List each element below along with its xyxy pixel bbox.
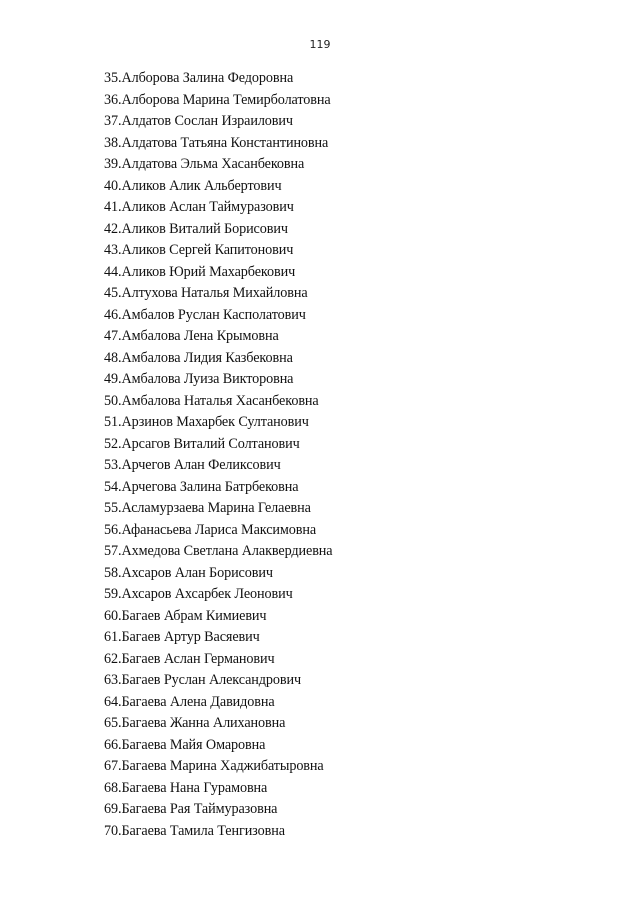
list-item — [104, 262, 333, 284]
list-item-number: 63. — [104, 672, 122, 688]
list-item — [104, 670, 333, 692]
list-item — [104, 176, 333, 198]
list-item — [104, 219, 333, 241]
list-item-name: Амбалов Руслан Касполатович — [121, 306, 306, 323]
list-item — [104, 326, 333, 348]
name-list — [104, 68, 333, 842]
list-item-number: 69. — [104, 801, 122, 817]
list-item — [104, 133, 333, 155]
list-item-number: 42. — [104, 220, 122, 237]
list-item — [104, 154, 333, 176]
list-item-number: 57. — [104, 543, 122, 559]
list-item-number: 40. — [104, 177, 122, 194]
list-item-name: Багаева Майя Омаровна — [121, 736, 266, 753]
list-item — [104, 240, 333, 262]
list-item-name: Аликов Аслан Таймуразович — [121, 199, 294, 215]
list-item — [104, 197, 333, 219]
list-item — [104, 649, 333, 671]
list-item-name: Амбалова Наталья Хасанбековна — [121, 392, 319, 409]
list-item — [104, 756, 333, 778]
list-item-name: Аликов Юрий Махарбекович — [121, 263, 296, 280]
list-item — [104, 713, 333, 735]
list-item-number: 48. — [104, 349, 122, 366]
list-item — [104, 520, 333, 542]
list-item-number: 64. — [104, 693, 122, 710]
list-item-number: 49. — [104, 371, 122, 387]
list-item — [104, 799, 333, 821]
list-item-number: 36. — [104, 91, 122, 108]
list-item-name: Арсагов Виталий Солтанович — [121, 435, 300, 452]
list-item-number: 44. — [104, 263, 122, 280]
list-item — [104, 455, 333, 477]
list-item-number: 68. — [104, 779, 122, 796]
list-item-name: Асламурзаева Марина Гелаевна — [121, 500, 311, 516]
list-item-number: 70. — [104, 822, 122, 839]
list-item — [104, 541, 333, 563]
list-item-name: Багаева Нана Гурамовна — [121, 779, 268, 796]
list-item-name: Ахмедова Светлана Алаквердиевна — [121, 543, 333, 559]
list-item — [104, 90, 333, 112]
list-item-name: Багаев Абрам Кимиевич — [121, 607, 267, 624]
list-item-name: Алдатова Татьяна Константиновна — [121, 134, 329, 151]
list-item — [104, 563, 333, 585]
list-item-name: Арзинов Махарбек Султанович — [121, 414, 309, 430]
list-item-number: 41. — [104, 199, 122, 215]
list-item-number: 52. — [104, 435, 122, 452]
list-item-number: 35. — [104, 70, 122, 86]
list-item-name: Багаев Аслан Германович — [121, 650, 275, 667]
list-item-number: 53. — [104, 457, 122, 473]
list-item-name: Амбалова Луиза Викторовна — [121, 371, 294, 387]
list-item-number: 51. — [104, 414, 122, 430]
list-item-name: Амбалова Лена Крымовна — [121, 328, 279, 344]
list-item — [104, 348, 333, 370]
list-item-number: 66. — [104, 736, 122, 753]
list-item-number: 55. — [104, 500, 122, 516]
list-item-name: Аликов Сергей Капитонович — [121, 242, 294, 258]
list-item-name: Багаева Тамила Тенгизовна — [121, 822, 285, 839]
list-item-number: 37. — [104, 113, 122, 129]
list-item-name: Багаев Руслан Александрович — [121, 672, 301, 688]
list-item — [104, 283, 333, 305]
list-item-number: 54. — [104, 478, 122, 495]
list-item-name: Алборова Залина Федоровна — [121, 70, 294, 86]
list-item — [104, 68, 333, 90]
list-item — [104, 735, 333, 757]
list-item-name: Багаев Артур Васяевич — [121, 629, 260, 645]
list-item-number: 50. — [104, 392, 122, 409]
list-item — [104, 606, 333, 628]
list-item-number: 59. — [104, 586, 122, 602]
list-item — [104, 412, 333, 434]
list-item — [104, 477, 333, 499]
list-item — [104, 434, 333, 456]
list-item-name: Алдатов Сослан Израилович — [121, 113, 293, 129]
list-item — [104, 692, 333, 714]
list-item — [104, 111, 333, 133]
list-item-name: Амбалова Лидия Казбековна — [121, 349, 293, 366]
list-item-number: 58. — [104, 564, 122, 581]
list-item-name: Багаева Алена Давидовна — [121, 693, 275, 710]
list-item-name: Алдатова Эльма Хасанбековна — [121, 156, 305, 172]
list-item-name: Афанасьева Лариса Максимовна — [121, 521, 317, 538]
list-item-number: 39. — [104, 156, 122, 172]
list-item — [104, 627, 333, 649]
list-item-name: Ахсаров Ахсарбек Леонович — [121, 586, 293, 602]
list-item-name: Алборова Марина Темирболатовна — [121, 91, 331, 108]
list-item-number: 65. — [104, 715, 122, 731]
list-item-number: 47. — [104, 328, 122, 344]
list-item-number: 67. — [104, 758, 122, 774]
list-item-name: Арчегов Алан Феликсович — [121, 457, 281, 473]
page-number: 119 — [309, 38, 331, 51]
list-item-name: Багаева Марина Хаджибатыровна — [121, 758, 324, 774]
list-item-number: 60. — [104, 607, 122, 624]
list-item — [104, 584, 333, 606]
list-item-name: Багаева Рая Таймуразовна — [121, 801, 278, 817]
list-item-number: 56. — [104, 521, 122, 538]
list-item-name: Аликов Алик Альбертович — [121, 177, 282, 194]
list-item-name: Ахсаров Алан Борисович — [121, 564, 273, 581]
list-item — [104, 498, 333, 520]
list-item — [104, 391, 333, 413]
list-item — [104, 821, 333, 843]
list-item-number: 45. — [104, 285, 122, 301]
list-item-number: 43. — [104, 242, 122, 258]
list-item — [104, 369, 333, 391]
list-item-number: 38. — [104, 134, 122, 151]
list-item-name: Алтухова Наталья Михайловна — [121, 285, 308, 301]
list-item-name: Аликов Виталий Борисович — [121, 220, 288, 237]
list-item-number: 61. — [104, 629, 122, 645]
list-item-name: Багаева Жанна Алихановна — [121, 715, 286, 731]
list-item-number: 46. — [104, 306, 122, 323]
list-item-name: Арчегова Залина Батрбековна — [121, 478, 299, 495]
list-item — [104, 305, 333, 327]
list-item-number: 62. — [104, 650, 122, 667]
list-item — [104, 778, 333, 800]
